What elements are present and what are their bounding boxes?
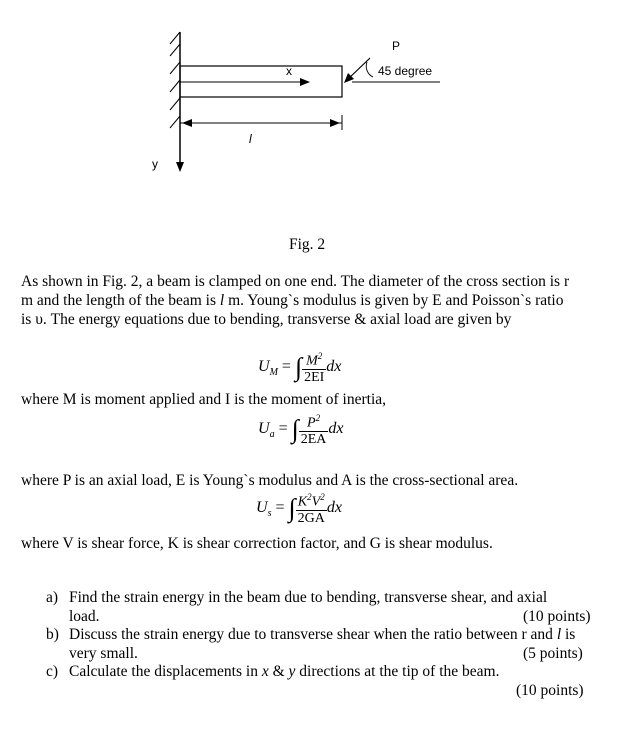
question-c-line-1 [69, 662, 499, 681]
y-axis-arrow [176, 162, 184, 172]
intro-line-2-pre: m and the length of the beam is [21, 292, 220, 309]
question-c-line-1-pre: Calculate the displacements in [69, 663, 262, 680]
axial-description: where P is an axial load, E is Young`s modulus and A is the cross-sectional area. [21, 472, 519, 489]
intro-line-2-post: m. Young`s modulus is given by E and Poisson`s ratio [224, 292, 564, 309]
question-b-line-1-pre: Discuss the strain energy due to transverse shear when the ratio between r and [69, 626, 557, 643]
question-b-length-symbol: l [556, 626, 562, 643]
question-c-y-symbol: y [288, 663, 296, 680]
wall-hatching [170, 32, 180, 128]
question-a-label: a) [46, 589, 59, 606]
x-label: x [286, 64, 292, 78]
y-label: y [152, 157, 158, 171]
question-c-label: c) [46, 663, 59, 680]
intro-line-1: As shown in Fig. 2, a beam is clamped on one end. The diameter of the cross section is r [21, 273, 570, 290]
question-c-line-1-post: directions at the tip of the beam. [295, 663, 500, 680]
angle-arc [366, 62, 373, 77]
length-label: l [249, 132, 252, 146]
question-c-points: (10 points) [516, 682, 584, 699]
question-a-line-1: Find the strain energy in the beam due to bending, transverse shear, and axial [69, 589, 548, 606]
question-c-x-symbol: x [261, 663, 269, 680]
beam-figure [0, 0, 639, 200]
figure-caption: Fig. 2 [289, 236, 326, 253]
equation-axial: $U_a$ = ∫ $\frac{P^2}{2EA}$ dx [258, 413, 344, 447]
intro-line-3: is υ. The energy equations due to bending, transverse & axial load are given by [21, 311, 512, 328]
angle-label: 45 degree [378, 64, 433, 78]
question-b-line-2: very small. [69, 645, 138, 662]
intro-length-symbol: l [219, 292, 225, 309]
eq-bending-lhs: $U_M$ [258, 358, 278, 379]
question-b-line-1-post: is [561, 626, 576, 643]
question-b-points: (5 points) [523, 645, 583, 662]
question-a-points: (10 points) [523, 608, 591, 625]
bending-description: where M is moment applied and I is the moment of inertia, [21, 391, 387, 408]
eq-shear-lhs: $U_s$ [256, 499, 272, 520]
question-c-line-1-mid: & [268, 663, 289, 680]
question-b-label: b) [46, 626, 59, 643]
intro-line-2 [21, 291, 564, 310]
question-a-line-2: load. [69, 608, 100, 625]
equation-shear: $U_s$ = ∫ $\frac{K^2V^2}{2GA}$ dx [256, 492, 342, 526]
shear-description: where V is shear force, K is shear correction factor, and G is shear modulus. [21, 535, 493, 552]
question-b-line-1 [69, 625, 575, 644]
eq-axial-lhs: $U_a$ [258, 420, 275, 441]
equation-bending: $U_M$ = ∫ $\frac{M^2}{2EI}$ dx [258, 351, 342, 385]
load-label: P [392, 39, 401, 53]
